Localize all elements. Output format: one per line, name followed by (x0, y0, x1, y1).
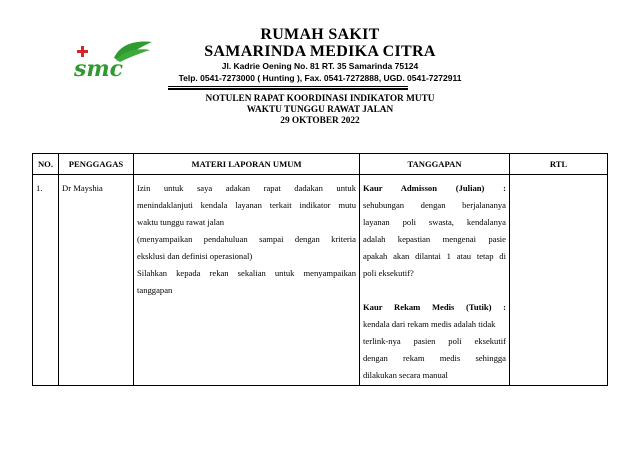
hospital-name-line1: RUMAH SAKIT (260, 26, 380, 43)
materi-line: menindaklanjuti kendala layanan terkait indikator mutu (137, 200, 356, 210)
materi-line: Izin untuk saya adakan rapat dadakan untuk (137, 183, 356, 193)
cell-rtl (510, 175, 608, 386)
tanggapan-line: sehubungan dengan berjalananya (363, 200, 506, 210)
cell-tanggapan (360, 175, 510, 386)
table-row (33, 175, 608, 386)
smc-logo (70, 36, 160, 80)
tanggapan-line: dengan rekam medis sehingga (363, 353, 506, 363)
document-title: NOTULEN RAPAT KOORDINASI INDIKATOR MUTU (205, 94, 435, 104)
minutes-table (32, 153, 608, 386)
tanggapan-line: dilakukan secara manual (363, 370, 448, 380)
document-date: 29 OKTOBER 2022 (280, 116, 360, 126)
tanggapan-line: apakah akan dilantai 1 atau tetap di (363, 251, 506, 261)
tanggapan-speaker: Kaur Admisson (Julian) : (363, 183, 506, 193)
document-subtitle: WAKTU TUNGGU RAWAT JALAN (246, 105, 394, 115)
tanggapan-line: adalah kepastian mengenai pasie (363, 234, 506, 244)
col-header-materi: MATERI LAPORAN UMUM (134, 154, 360, 175)
spacer (363, 282, 506, 299)
col-header-rtl: RTL (510, 154, 608, 175)
tanggapan-line: layanan poli swasta, kendalanya (363, 217, 506, 227)
header-divider (168, 86, 408, 87)
logo-text: smc (74, 56, 124, 80)
cell-penggagas: Dr Mayshia (59, 175, 134, 386)
materi-line: Silahkan kepada rekan sekalian untuk menyampaikan (137, 268, 356, 278)
tanggapan-line: poli eksekutif? (363, 268, 414, 278)
header-divider-thick (168, 88, 408, 90)
hospital-phones: Telp. 0541-7273000 ( Hunting ), Fax. 0541-7272888, UGD. 0541-7272911 (178, 73, 462, 83)
materi-line: waktu tunggu rawat jalan (137, 217, 225, 227)
cell-materi (134, 175, 360, 386)
col-header-no: NO. (33, 154, 59, 175)
materi-line: eksklusi dan definisi operasional) (137, 251, 253, 261)
cell-no: 1. (33, 175, 59, 386)
col-header-tanggapan: TANGGAPAN (360, 154, 510, 175)
hospital-name-line2: SAMARINDA MEDIKA CITRA (204, 43, 436, 60)
hospital-address: Jl. Kadrie Oening No. 81 RT. 35 Samarinda 75124 (221, 61, 419, 71)
materi-line: tanggapan (137, 285, 173, 295)
table-header-row (33, 154, 608, 175)
tanggapan-speaker: Kaur Rekam Medis (Tutik) : (363, 302, 506, 312)
tanggapan-line: terlink-nya pasien poli eksekutif (363, 336, 506, 346)
tanggapan-line: kendala dari rekam medis adalah tidak (363, 319, 496, 329)
materi-line: (menyampaikan pendahuluan sampai dengan kriteria (137, 234, 356, 244)
col-header-penggagas: PENGGAGAS (59, 154, 134, 175)
